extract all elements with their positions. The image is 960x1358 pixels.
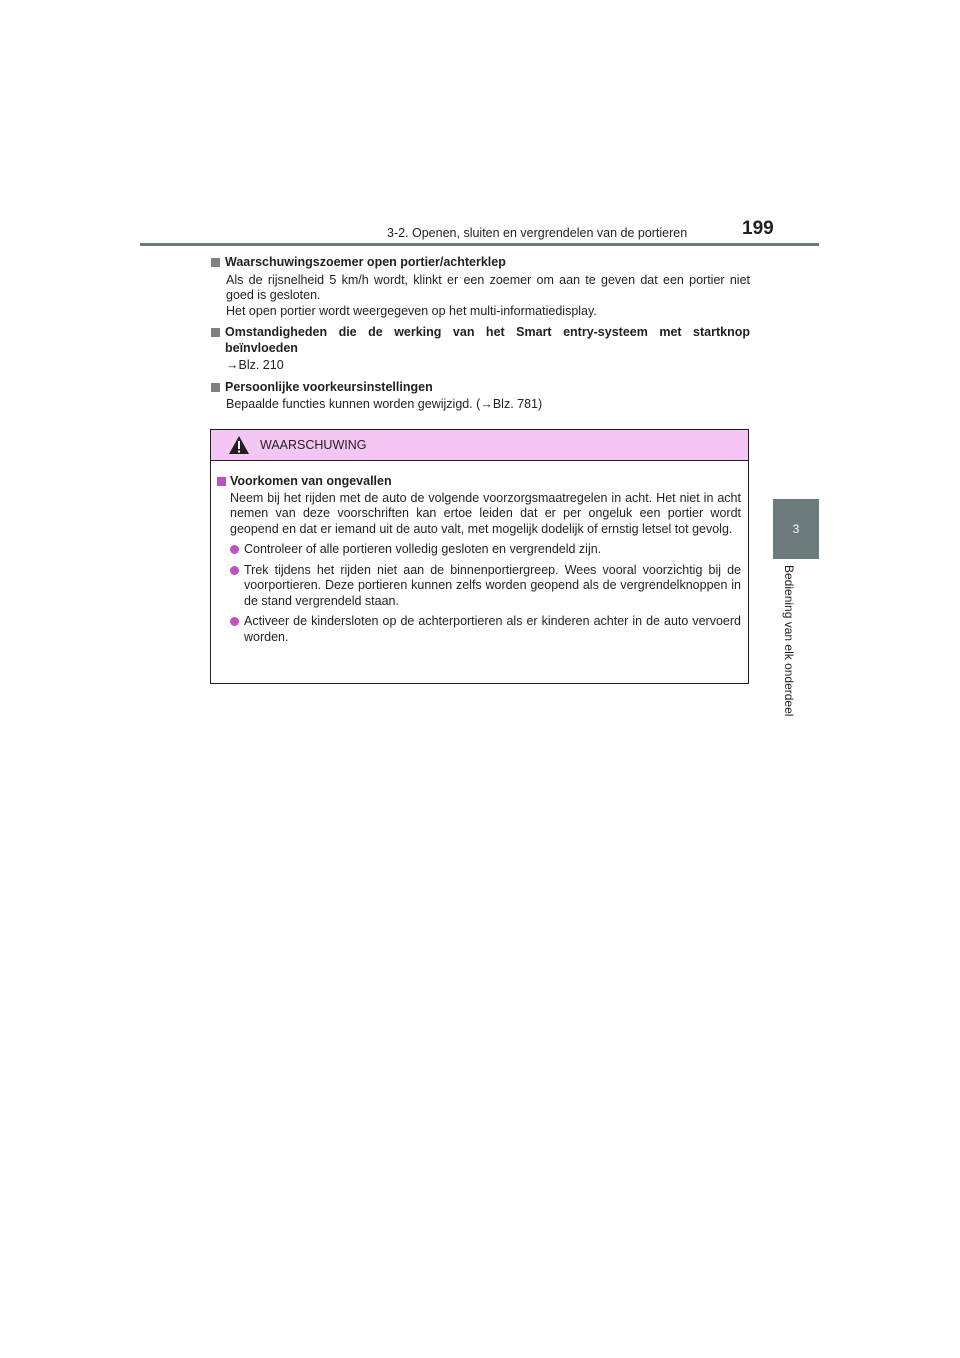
- warning-bullet-text: Trek tijdens het rijden niet aan de binnenportiergreep. Wees vooral voorzichtig bij de voorportieren. Deze portieren kunnen zelfs worden geopend als de vergrendelknoppen in de stand vergrendeld staan.: [244, 562, 741, 608]
- warning-box: [210, 429, 749, 684]
- section-text: Als de rijsnelheid 5 km/h wordt, klinkt er een zoemer om aan te geven dat een portier niet goed is gesloten.: [226, 272, 750, 302]
- square-bullet-icon: [217, 477, 226, 486]
- header-section-title: 3-2. Openen, sluiten en vergrendelen van de portieren: [387, 226, 688, 240]
- header-rule: [140, 243, 819, 246]
- warning-bullet: [217, 542, 741, 558]
- main-content: [210, 255, 750, 419]
- chapter-label: Bediening van elk onderdeel: [782, 565, 796, 717]
- square-bullet-icon: [211, 258, 220, 267]
- warning-body: [211, 461, 748, 645]
- section-title: Persoonlijke voorkeursinstellingen: [225, 379, 433, 394]
- warning-header: [211, 430, 748, 461]
- warning-bullet: [217, 563, 741, 610]
- section-text: Bepaalde functies kunnen worden gewijzigd. (→Blz. 781): [226, 397, 543, 411]
- page-reference-link[interactable]: →Blz. 210: [226, 358, 284, 372]
- warning-bullet-text: Controleer of alle portieren volledig gesloten en vergrendeld zijn.: [244, 542, 602, 556]
- chapter-number: 3: [792, 522, 800, 536]
- page-number: 199: [742, 218, 774, 239]
- warning-triangle-icon: [228, 435, 250, 455]
- warning-label: WAARSCHUWING: [260, 438, 367, 452]
- chapter-tab: [773, 499, 819, 559]
- square-bullet-icon: [211, 328, 220, 337]
- warning-bullet: [217, 614, 741, 645]
- section-personal-settings: [210, 380, 750, 413]
- section-door-buzzer: [210, 255, 750, 319]
- warning-title: Voorkomen van ongevallen: [230, 474, 392, 488]
- warning-intro: Neem bij het rijden met de auto de volgende voorzorgsmaatregelen in acht. Het niet in acht nemen van deze voorschriften kan ertoe leiden dat er per ongeluk een portier wordt geopend en dat er iemand uit de auto valt, met mogelijk dodelijk of ernstig letsel tot gevolg.: [230, 490, 741, 536]
- section-smart-entry: [210, 325, 750, 374]
- section-text: Het open portier wordt weergegeven op het multi-informatiedisplay.: [226, 303, 597, 318]
- warning-bullet-text: Activeer de kindersloten op de achterportieren als er kinderen achter in de auto vervoerd worden.: [244, 614, 741, 644]
- circle-bullet-icon: [230, 566, 239, 575]
- circle-bullet-icon: [230, 617, 239, 626]
- section-title: Omstandigheden die de werking van het Smart entry-systeem met startknop beïnvloeden: [225, 325, 750, 355]
- square-bullet-icon: [211, 383, 220, 392]
- section-title: Waarschuwingszoemer open portier/achterklep: [225, 255, 506, 269]
- circle-bullet-icon: [230, 545, 239, 554]
